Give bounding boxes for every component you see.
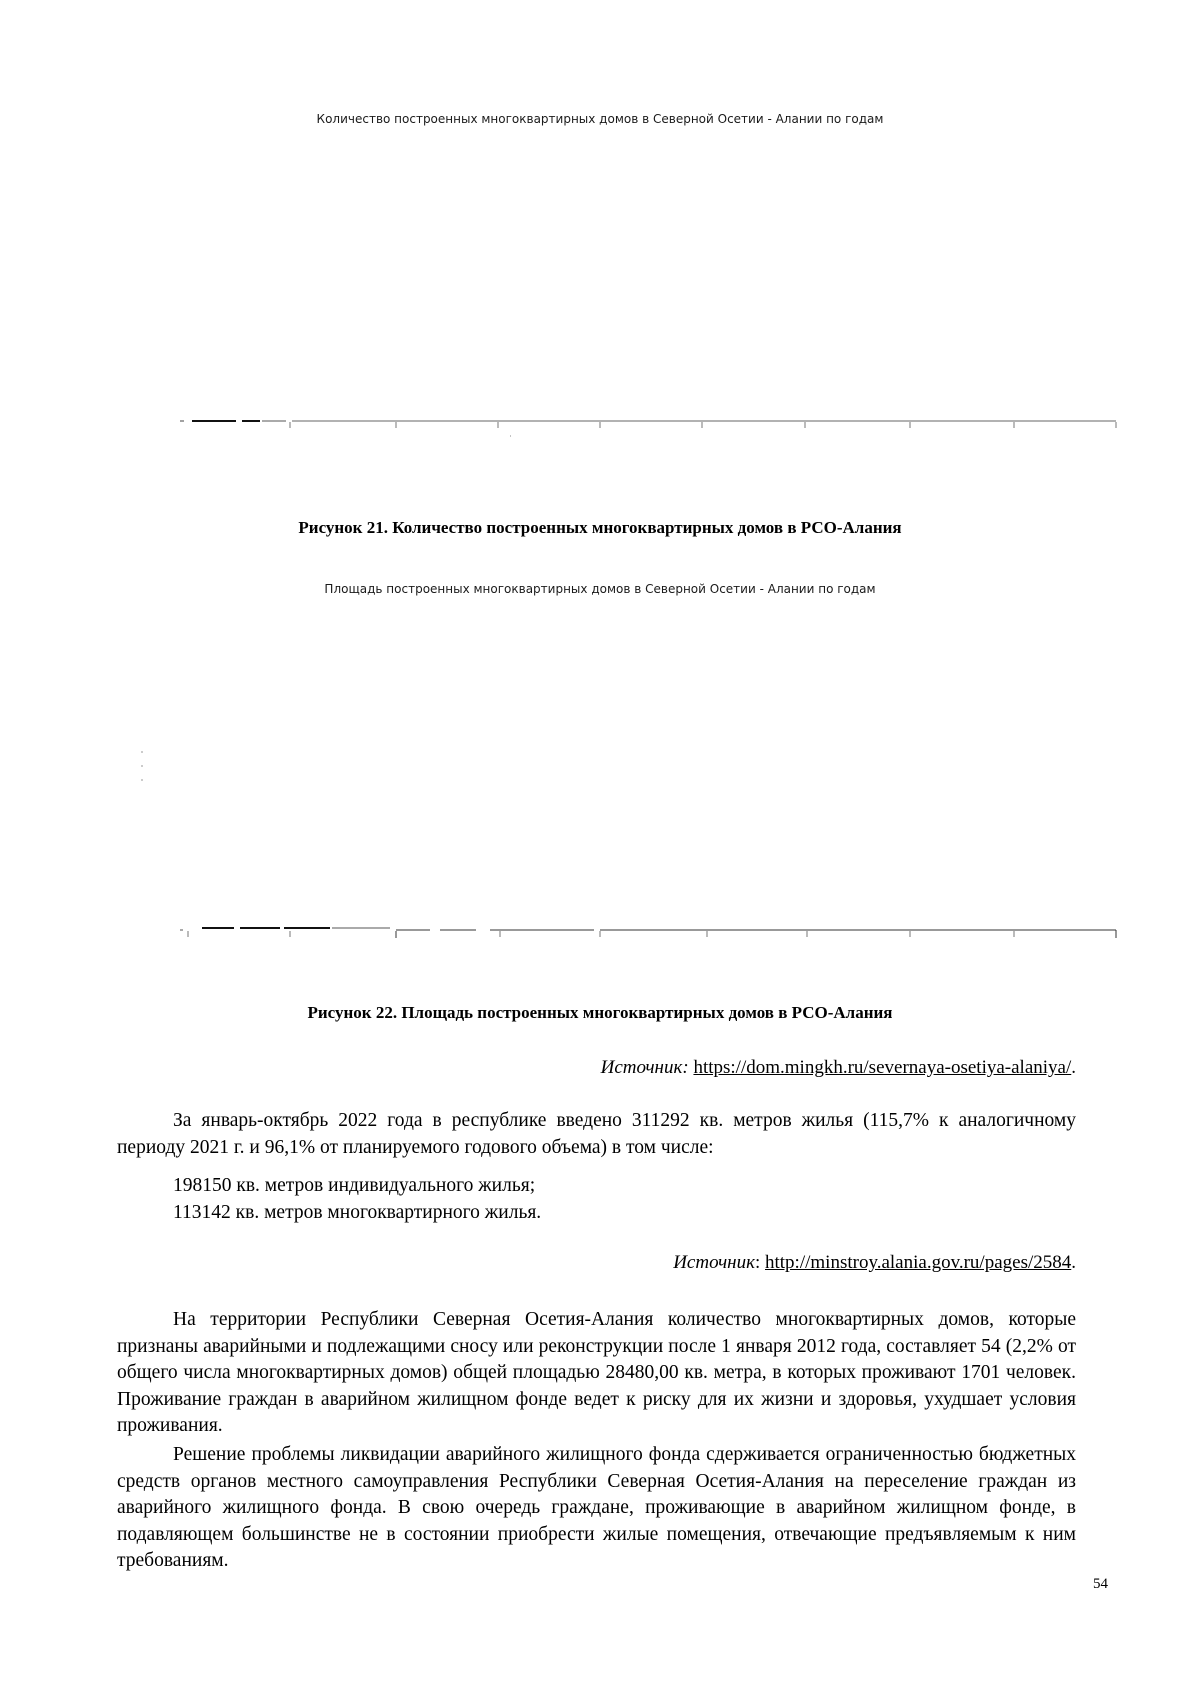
figure22-caption: Рисунок 22. Площадь построенных многоквартирных домов в РСО-Алания xyxy=(307,1003,893,1022)
paragraph-emergency-housing: На территории Республики Северная Осетия-Алания количество многоквартирных домов, которые признаны аварийными и подлежащими сносу или реконструкции после 1 января 2012 года, составляет 54 (2,2% от общего числа многоквартирных домов) общей площадью 28480,00 кв. метра, в которых проживают 1701 человек. Проживание граждан в аварийном жилищном фонде ведет к риску для их жизни и здоровья, ухудшает условия проживания. xyxy=(117,1309,1076,1436)
figure21-chart-title: Количество построенных многоквартирных домов в Северной Осетии - Алании по годам xyxy=(316,112,884,126)
figure21-caption: Рисунок 21. Количество построенных многоквартирных домов в РСО-Алания xyxy=(298,518,902,537)
source-link-1[interactable]: https://dom.mingkh.ru/severnaya-osetiya-alaniya/ xyxy=(693,1057,1072,1078)
source-label: Источник: xyxy=(600,1057,689,1078)
source-line-2 xyxy=(673,1252,1076,1274)
source-link-2[interactable]: http://minstroy.alania.gov.ru/pages/2584 xyxy=(765,1252,1072,1273)
figure22-chart-title: Площадь построенных многоквартирных домов в Северной Осетии - Алании по годам xyxy=(324,582,876,596)
page-number: 54 xyxy=(1093,1576,1108,1592)
paragraph-resettlement-problem: Решение проблемы ликвидации аварийного жилищного фонда сдерживается ограниченностью бюджетных средств органов местного самоуправления Республики Северная Осетия-Алания на переселение граждан из аварийного жилищного фонда. В свою очередь граждане, проживающие в аварийном жилищном фонде, в подавляющем большинстве не в состоянии приобрести жилые помещения, отвечающие предъявляемым к ним требованиям. xyxy=(117,1444,1076,1571)
list-item-individual-housing: 198150 кв. метров индивидуального жилья; xyxy=(173,1175,536,1196)
figure22-x-axis xyxy=(180,922,1120,948)
list-item-apartment-housing: 113142 кв. метров многоквартирного жилья. xyxy=(173,1202,542,1223)
figure22-y-axis-marks xyxy=(140,750,146,790)
paragraph-housing-commissioned: За январь-октябрь 2022 года в республике введено 311292 кв. метров жилья (115,7% к аналогичному периоду 2021 г. и 96,1% от планируемого годового объема) в том числе: xyxy=(117,1110,1076,1158)
source-separator: : xyxy=(754,1252,765,1273)
source-label: Источник xyxy=(673,1252,755,1273)
source-line-1 xyxy=(601,1057,1076,1079)
figure21-x-axis xyxy=(180,414,1120,440)
source-end: . xyxy=(1071,1252,1076,1273)
source-end: . xyxy=(1071,1057,1076,1078)
